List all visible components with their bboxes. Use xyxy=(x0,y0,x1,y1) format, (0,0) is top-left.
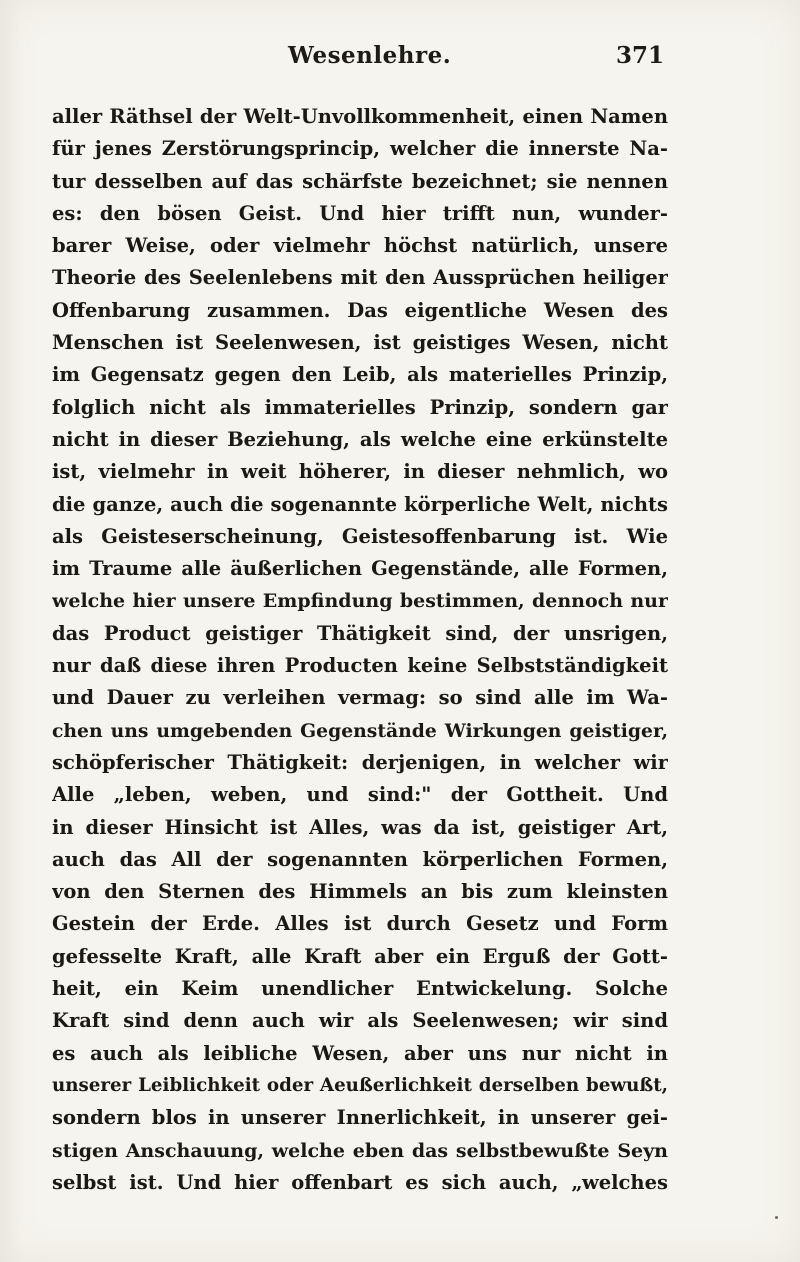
page-number: 371 xyxy=(615,42,664,69)
body-text xyxy=(52,101,668,1199)
text-line: in dieser Hinsicht ist Alles, was da ist, geistiger Art, xyxy=(52,815,668,839)
text-line: von den Sternen des Himmels an bis zum kleinsten xyxy=(52,880,668,904)
text-line: auch das All der sogenannten körperlichen Formen, xyxy=(52,847,668,871)
text-line: tur desselben auf das schärfste bezeichnet; sie nennen xyxy=(52,169,668,193)
text-line: nur daß diese ihren Producten keine Selbstständigkeit xyxy=(52,654,668,678)
text-line: unserer Leiblichkeit oder Aeußerlichkeit derselben bewußt, xyxy=(52,1074,668,1096)
text-line: Alle „leben, weben, und sind:" der Gottheit. Und xyxy=(52,783,668,807)
text-line: Menschen ist Seelenwesen, ist geistiges Wesen, nicht xyxy=(52,331,668,355)
text-line: die ganze, auch die sogenannte körperliche Welt, nichts xyxy=(52,492,668,516)
text-line: das Product geistiger Thätigkeit sind, der unsrigen, xyxy=(52,621,668,645)
text-line: selbst ist. Und hier offenbart es sich auch, „welches xyxy=(52,1170,668,1194)
running-head: Wesenlehre. xyxy=(288,42,452,69)
text-line: im Traume alle äußerlichen Gegenstände, alle Formen, xyxy=(52,557,668,581)
text-line: im Gegensatz gegen den Leib, als materielles Prinzip, xyxy=(52,363,668,387)
page-edge-shadow xyxy=(0,0,20,1262)
text-line: es auch als leibliche Wesen, aber uns nur nicht in xyxy=(52,1041,668,1065)
text-line: Theorie des Seelenlebens mit den Aussprüchen heiliger xyxy=(52,266,668,290)
text-line: als Geisteserscheinung, Geistesoffenbarung ist. Wie xyxy=(52,524,668,548)
text-line: für jenes Zerstörungsprincip, welcher die innerste Na- xyxy=(52,137,668,161)
text-line: folglich nicht als immaterielles Prinzip, sondern gar xyxy=(52,395,668,419)
page-header xyxy=(52,42,668,88)
text-line: heit, ein Keim unendlicher Entwickelung. Solche xyxy=(52,977,668,1001)
text-line: und Dauer zu verleihen vermag: so sind alle im Wa- xyxy=(52,686,668,710)
text-line: aller Räthsel der Welt-Unvollkommenheit, einen Namen xyxy=(52,105,668,128)
text-line: nicht in dieser Beziehung, als welche eine erkünstelte xyxy=(52,427,668,451)
paper-speck xyxy=(775,1216,778,1219)
text-line: schöpferischer Thätigkeit: derjenigen, in welcher wir xyxy=(52,750,668,774)
text-line: sondern blos in unserer Innerlichkeit, in unserer gei- xyxy=(52,1106,668,1130)
text-line: Kraft sind denn auch wir als Seelenwesen; wir sind xyxy=(52,1009,668,1033)
text-line: gefesselte Kraft, alle Kraft aber ein Erguß der Gott- xyxy=(52,944,668,968)
text-line: stigen Anschauung, welche eben das selbstbewußte Seyn xyxy=(52,1139,668,1162)
text-line: barer Weise, oder vielmehr höchst natürlich, unsere xyxy=(52,234,668,258)
text-line: es: den bösen Geist. Und hier trifft nun, wunder- xyxy=(52,201,668,225)
text-line: Offenbarung zusammen. Das eigentliche Wesen des xyxy=(52,298,668,322)
text-line: Gestein der Erde. Alles ist durch Gesetz und Form xyxy=(52,912,668,936)
text-line: chen uns umgebenden Gegenstände Wirkungen geistiger, xyxy=(52,719,668,742)
text-line: welche hier unsere Empfindung bestimmen, dennoch nur xyxy=(52,590,668,613)
text-line: ist, vielmehr in weit höherer, in dieser nehmlich, wo xyxy=(52,460,668,484)
